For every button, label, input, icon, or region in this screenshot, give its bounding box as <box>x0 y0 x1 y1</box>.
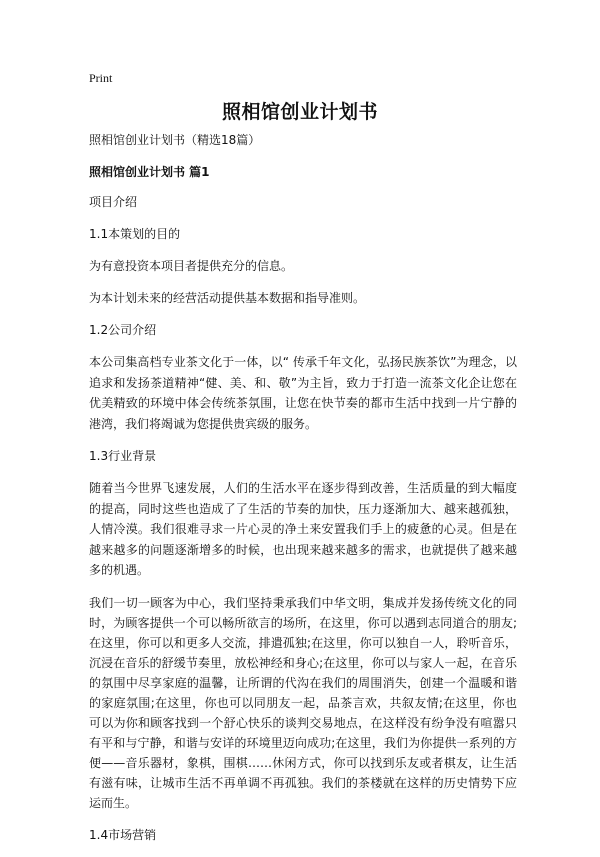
paragraph-company: 本公司集高档专业茶文化于一体，以“ 传承千年文化，弘扬民族茶饮”为理念，以追求和发扬茶道精神“健、美、和、敬”为主旨，致力于打造一流茶文化企让您在优美精致的环境中体会传统茶氛围，让您在快节奏的都市生活中找到一片宁静的港湾，我们将竭诚为您提供贵宾级的服务。 <box>89 355 517 431</box>
document-body <box>89 130 517 857</box>
text-purpose-1: 为有意投资本项目者提供充分的信息。 <box>89 259 294 273</box>
text-purpose-2: 为本计划未来的经营活动提供基本数据和指导准则。 <box>89 291 366 305</box>
heading-industry: 1.3行业背景 <box>89 449 157 463</box>
paragraph-customer: 我们一切一顾客为中心，我们坚持秉承我们中华文明，集成并发扬传统文化的同时，为顾客提供一个可以畅所欲言的场所，在这里，你可以遇到志同道合的朋友;在这里，你可以和更多人交流，排遣孤独;在这里，你可以独自一人，聆听音乐，沉浸在音乐的舒缓节奏里，放松神经和身心;在这里，你可以与家人一起，在音乐的氛围中尽享家庭的温馨，让所谓的代沟在我们的周围消失，创建一个温暖和谐的家庭氛围;在这里，你也可以同朋友一起，品茶言欢，共叙友情;在这里，你也可以为你和顾客找到一个舒心快乐的谈判交易地点，在这样没有纷争没有喧嚣只有平和与宁静，和谐与安详的环境里迈向成功;在这里，我们为你提供一系列的方便——音乐器材，象棋，围棋……休闲方式，你可以找到乐友或者棋友，让生活有滋有味，让城市生活不再单调不再孤独。我们的茶楼就在这样的历史情势下应运而生。 <box>89 595 517 810</box>
print-link[interactable]: Print <box>89 71 113 85</box>
section-heading: 照相馆创业计划书 篇1 <box>89 165 210 179</box>
document-subtitle: 照相馆创业计划书（精选18篇） <box>89 133 261 147</box>
page-title: 照相馆创业计划书 <box>221 101 378 123</box>
heading-project-intro: 项目介绍 <box>89 195 138 209</box>
heading-company: 1.2公司介绍 <box>89 323 157 337</box>
paragraph-industry: 随着当今世界飞速发展，人们的生活水平在逐步得到改善，生活质量的到大幅度的提高，同时这些也造成了了生活的节奏的加快，压力逐渐加大、越来越孤独，人情冷漠。我们很难寻求一片心灵的净土来安置我们手上的疲惫的心灵。但是在越来越多的问题逐渐增多的时候，也出现来越来越多的需求，也就提供了越来越多的机遇。 <box>89 481 517 577</box>
heading-marketing: 1.4市场营销 <box>89 827 157 842</box>
heading-purpose: 1.1本策划的目的 <box>89 227 181 241</box>
